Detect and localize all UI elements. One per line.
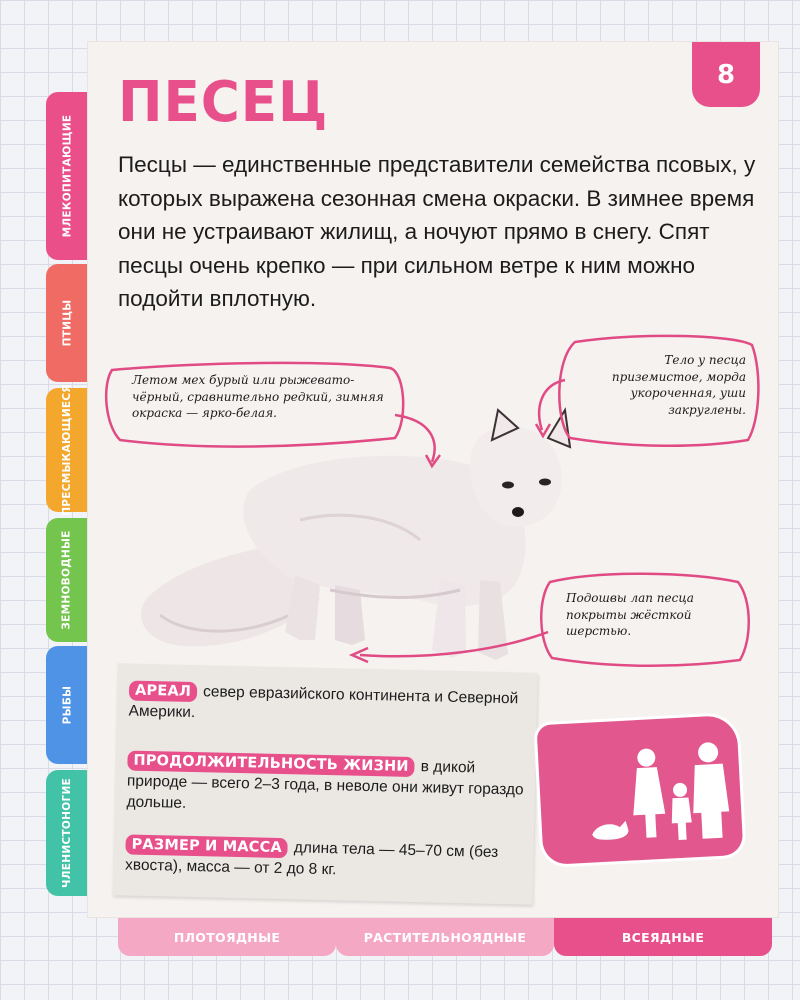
side-tab-label: МЛЕКОПИТАЮЩИЕ: [61, 114, 74, 238]
bottom-tab-herbivores[interactable]: [336, 918, 554, 956]
size-comparison-card: [536, 715, 743, 865]
range-text: север евразийского континента и Северной Америки.: [128, 683, 519, 722]
info-range: [128, 680, 529, 731]
callout-paws-text: Подошвы лап песца покрыты жёсткой шерстью.: [566, 591, 694, 638]
info-panel: [112, 663, 537, 904]
lifespan-text: в дикой природе — всего 2–3 года, в неволе они живут гораздо дольше.: [126, 758, 524, 812]
info-lifespan: [126, 750, 527, 822]
size-text: длина тела — 45–70 см (без хвоста), масса — от 2 до 8 кг.: [124, 839, 499, 879]
bottom-tab-label: ВСЕЯДНЫЕ: [621, 929, 705, 945]
arctic-fox-illustration: [141, 410, 570, 660]
info-size: [125, 833, 526, 884]
human-silhouettes-icon: [536, 715, 743, 865]
description: Песцы — единственные представители семейства псовых, у которых выражена сезонная смена окраски. В зимнее время они не устраивают жилищ, а ночуют прямо в снегу. Спят песцы очень крепко — при сильном ветре к ним можно подойти вплотную.: [118, 152, 756, 311]
page-number: 8: [692, 42, 760, 107]
bottom-tab-omnivores[interactable]: [554, 918, 772, 956]
side-tab-label: ПРЕСМЫКАЮЩИЕСЯ: [61, 384, 74, 516]
range-badge: АРЕАЛ: [129, 681, 197, 703]
side-tab-label: ЗЕМНОВОДНЫЕ: [61, 530, 73, 630]
bottom-tab-carnivores[interactable]: [118, 918, 336, 956]
callout-body-text: Тело у песца приземистое, морда укороченная, уши закруглены.: [611, 353, 746, 417]
size-badge: РАЗМЕР И МАССА: [125, 834, 288, 858]
page-title: ПЕСЕЦ: [118, 70, 329, 135]
side-tab-label: ЧЛЕНИСТОНОГИЕ: [61, 777, 74, 889]
side-tab-label: ПТИЦЫ: [61, 299, 74, 347]
lifespan-badge: ПРОДОЛЖИТЕЛЬНОСТЬ ЖИЗНИ: [127, 751, 415, 778]
bottom-tab-label: РАСТИТЕЛЬНОЯДНЫЕ: [363, 929, 527, 945]
side-tab-label: РЫБЫ: [60, 685, 73, 725]
callout-fur-text: Летом мех бурый или рыжевато-чёрный, сравнительно редкий, зимняя окраска — ярко-белая.: [132, 373, 384, 420]
bottom-tab-label: ПЛОТОЯДНЫЕ: [173, 929, 281, 945]
